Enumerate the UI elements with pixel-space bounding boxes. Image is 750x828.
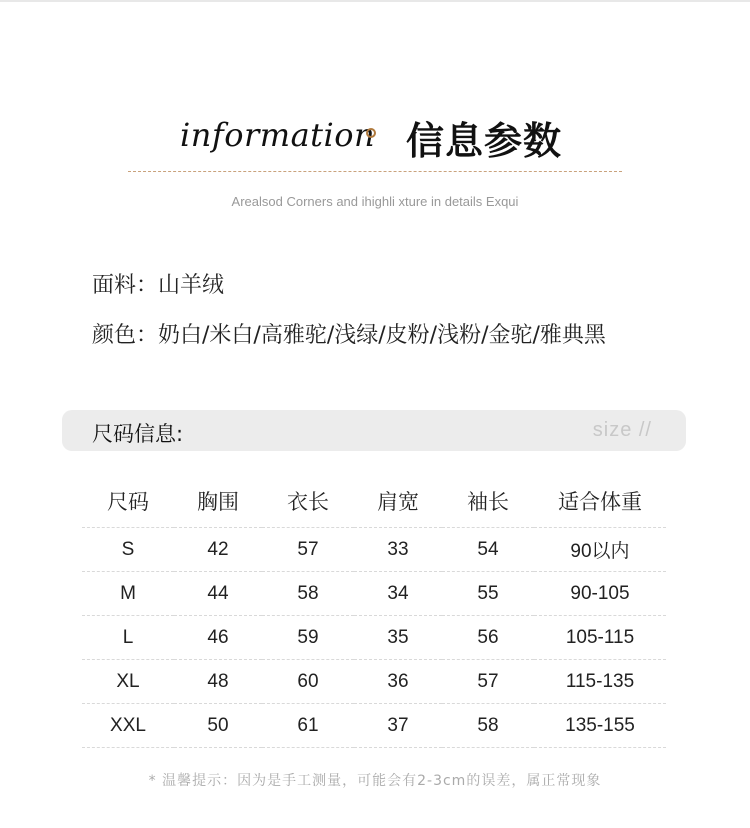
table-cell: S <box>82 528 174 572</box>
table-cell: 55 <box>442 572 534 616</box>
table-cell: 54 <box>442 528 534 572</box>
header-subtitle: Arealsod Corners and ihighli xture in details Exqui <box>231 194 519 209</box>
header-weight: 适合体重 <box>534 475 666 528</box>
table-cell: 35 <box>354 616 442 660</box>
header-size: 尺码 <box>82 475 174 528</box>
table-cell: 50 <box>174 704 262 748</box>
header-length: 衣长 <box>262 475 354 528</box>
fabric-line <box>92 268 224 299</box>
header-dashed-divider <box>128 171 622 172</box>
top-divider <box>0 0 750 2</box>
section-header <box>0 104 750 164</box>
header-chest: 胸围 <box>174 475 262 528</box>
table-cell: 60 <box>262 660 354 704</box>
table-cell: XL <box>82 660 174 704</box>
table-cell: XXL <box>82 704 174 748</box>
table-cell: 59 <box>262 616 354 660</box>
table-cell: L <box>82 616 174 660</box>
table-row <box>82 660 666 704</box>
table-cell: 135-155 <box>534 704 666 748</box>
table-cell: 57 <box>262 528 354 572</box>
table-cell: 33 <box>354 528 442 572</box>
table-cell: 34 <box>354 572 442 616</box>
table-cell: 57 <box>442 660 534 704</box>
colors-value: 奶白/米白/高雅驼/浅绿/皮粉/浅粉/金驼/雅典黑 <box>158 323 606 348</box>
colors-label: 颜色： <box>92 323 159 348</box>
table-cell: 90以内 <box>534 528 666 572</box>
table-cell: 44 <box>174 572 262 616</box>
table-cell: 42 <box>174 528 262 572</box>
table-cell: 46 <box>174 616 262 660</box>
table-cell: 90-105 <box>534 572 666 616</box>
table-cell: M <box>82 572 174 616</box>
size-info-bar <box>62 410 686 451</box>
table-cell: 48 <box>174 660 262 704</box>
fabric-label: 面料： <box>92 273 159 298</box>
table-cell: 61 <box>262 704 354 748</box>
table-cell: 105-115 <box>534 616 666 660</box>
table-cell: 58 <box>262 572 354 616</box>
measurement-note: * 温馨提示：因为是手工测量，可能会有2-3cm的误差，属正常现象 <box>148 773 602 789</box>
table-cell: 36 <box>354 660 442 704</box>
colors-line <box>92 318 606 349</box>
title-english: information <box>180 116 376 154</box>
table-cell: 115-135 <box>534 660 666 704</box>
header-sleeve: 袖长 <box>442 475 534 528</box>
table-header-row <box>82 475 666 528</box>
title-chinese: 信息参数 <box>406 119 563 163</box>
size-table <box>82 475 666 748</box>
fabric-value: 山羊绒 <box>158 273 225 298</box>
table-cell: 58 <box>442 704 534 748</box>
table-row <box>82 528 666 572</box>
table-cell: 37 <box>354 704 442 748</box>
table-row <box>82 704 666 748</box>
size-deco-text: size // <box>592 419 652 441</box>
header-shoulder: 肩宽 <box>354 475 442 528</box>
table-row <box>82 572 666 616</box>
table-cell: 56 <box>442 616 534 660</box>
table-row <box>82 616 666 660</box>
size-info-title: 尺码信息: <box>92 422 184 446</box>
circle-dot-icon <box>366 128 376 138</box>
